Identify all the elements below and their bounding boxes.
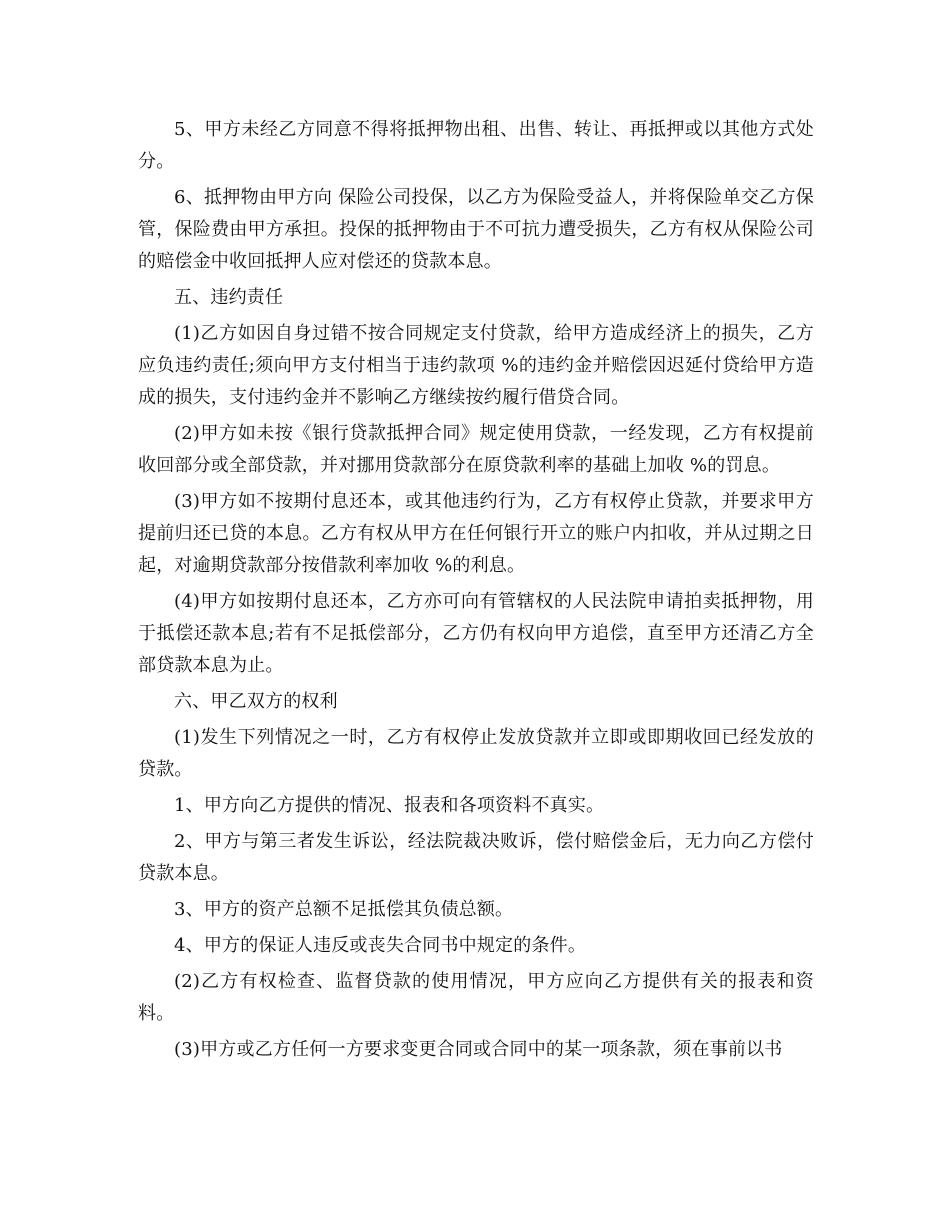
section-heading-liability: 五、违约责任 [174, 287, 284, 308]
rights-item-1: (1)发生下列情况之一时，乙方有权停止发放贷款并立即或即期收回已经发放的贷款。 [138, 727, 814, 780]
liability-item-1: (1)乙方如因自身过错不按合同规定支付贷款，给甲方造成经济上的损失，乙方应负违约责任;须向甲方支付相当于违约款项 %的违约金并赔偿因迟延付贷给甲方造成的损失，支付违约金并不影响乙方继续按约履行借贷合同。 [138, 323, 814, 408]
rights-item-2: (2)乙方有权检查、监督贷款的使用情况，甲方应向乙方提供有关的报表和资料。 [138, 971, 814, 1024]
rights-subitem-1: 1、甲方向乙方提供的情况、报表和各项资料不真实。 [174, 795, 605, 816]
rights-subitem-3: 3、甲方的资产总额不足抵偿其负债总额。 [174, 899, 514, 920]
liability-item-2: (2)甲方如未按《银行贷款抵押合同》规定使用贷款，一经发现，乙方有权提前收回部分或全部贷款，并对挪用贷款部分在原贷款利率的基础上加收 %的罚息。 [138, 423, 814, 476]
liability-item-4: (4)甲方如按期付息还本，乙方亦可向有管辖权的人民法院申请拍卖抵押物，用于抵偿还款本息;若有不足抵偿部分，乙方仍有权向甲方追偿，直至甲方还清乙方全部贷款本息为止。 [138, 591, 814, 676]
clause-6: 6、抵押物由甲方向 保险公司投保，以乙方为保险受益人，并将保险单交乙方保管，保险费由甲方承担。投保的抵押物由于不可抗力遭受损失，乙方有权从保险公司的赔偿金中收回抵押人应对偿还的贷款本息。 [138, 187, 814, 272]
clause-5: 5、甲方未经乙方同意不得将抵押物出租、出售、转让、再抵押或以其他方式处分。 [138, 119, 814, 172]
document-body [138, 114, 814, 1070]
rights-item-3: (3)甲方或乙方任何一方要求变更合同或合同中的某一项条款，须在事前以书 [174, 1039, 783, 1060]
liability-item-3: (3)甲方如不按期付息还本，或其他违约行为，乙方有权停止贷款，并要求甲方提前归还已贷的本息。乙方有权从甲方在任何银行开立的账户内扣收，并从过期之日起，对逾期贷款部分按借款利率加收 %的利息。 [138, 491, 814, 576]
rights-subitem-2: 2、甲方与第三者发生诉讼，经法院裁决败诉，偿付赔偿金后，无力向乙方偿付贷款本息。 [138, 831, 814, 884]
section-heading-rights: 六、甲乙双方的权利 [174, 691, 338, 712]
rights-subitem-4: 4、甲方的保证人违反或丧失合同书中规定的条件。 [174, 935, 587, 956]
